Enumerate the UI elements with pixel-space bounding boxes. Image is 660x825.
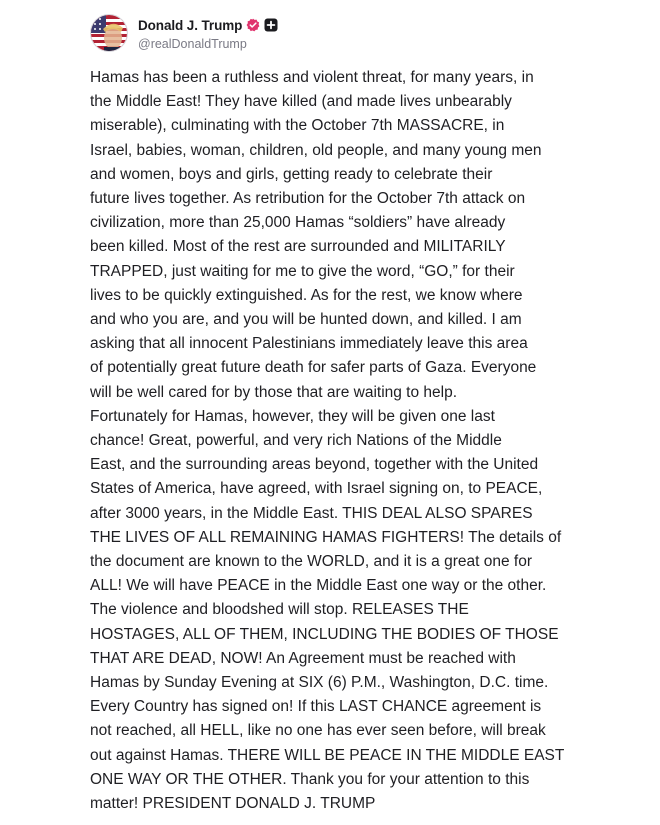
author-handle[interactable]: @realDonaldTrump — [138, 36, 247, 51]
post-line: TRAPPED, just waiting for me to give the word, “GO,” for their — [90, 262, 515, 280]
post-line: matter! PRESIDENT DONALD J. TRUMP — [90, 795, 376, 813]
post-line: will be well cared for by those that are waiting to help. — [90, 383, 458, 401]
post-line: The violence and bloodshed will stop. RELEASES THE — [90, 601, 469, 619]
post-line: and women, boys and girls, getting ready to celebrate their — [90, 165, 493, 183]
avatar[interactable] — [90, 14, 128, 52]
post-line: Israel, babies, woman, children, old people, and many young men — [90, 141, 542, 159]
post-line: lives to be quickly extinguished. As for the rest, we know where — [90, 286, 523, 304]
post-line: ALL! We will have PEACE in the Middle East one way or the other. — [90, 577, 547, 595]
author-display-name[interactable]: Donald J. Trump — [138, 17, 243, 33]
post-line: after 3000 years, in the Middle East. THIS DEAL ALSO SPARES — [90, 504, 533, 522]
post-line: Hamas has been a ruthless and violent threat, for many years, in — [90, 69, 534, 86]
post-line: and who you are, and you will be hunted down, and killed. I am — [90, 311, 522, 329]
post-line: been killed. Most of the rest are surrounded and MILITARILY — [90, 238, 506, 256]
post-line: THE LIVES OF ALL REMAINING HAMAS FIGHTERS! The details of — [90, 528, 562, 546]
post-line: THAT ARE DEAD, NOW! An Agreement must be reached with — [90, 649, 516, 667]
post-line: of potentially great future death for safer parts of Gaza. Everyone — [90, 359, 537, 377]
post-line: civilization, more than 25,000 Hamas “soldiers” have already — [90, 214, 506, 232]
post-line: Fortunately for Hamas, however, they will be given one last — [90, 407, 495, 425]
post-line: East, and the surrounding areas beyond, together with the United — [90, 456, 539, 474]
post-line: chance! Great, powerful, and very rich Nations of the Middle — [90, 432, 502, 450]
post-line: miserable), culminating with the October 7th MASSACRE, in — [90, 117, 505, 135]
post-line: the Middle East! They have killed (and made lives unbearably — [90, 93, 512, 111]
post-line: the document are known to the WORLD, and it is a great one for — [90, 553, 532, 571]
post-line: HOSTAGES, ALL OF THEM, INCLUDING THE BODIES OF THOSE — [90, 625, 559, 643]
post-body — [90, 66, 565, 816]
plus-badge-icon — [264, 18, 278, 32]
post-line: future lives together. As retribution for the October 7th attack on — [90, 190, 526, 208]
author-name-row — [138, 16, 278, 35]
post-line: Every Country has signed on! If this LAST CHANCE agreement is — [90, 698, 542, 716]
verified-badge-icon — [246, 18, 260, 32]
post-line: out against Hamas. THERE WILL BE PEACE IN THE MIDDLE EAST — [90, 746, 565, 764]
post-line: not reached, all HELL, like no one has ever seen before, will break — [90, 722, 546, 740]
post-line: States of America, have agreed, with Israel signing on, to PEACE, — [90, 480, 543, 498]
post-line: ONE WAY OR THE OTHER. Thank you for your attention to this — [90, 770, 530, 788]
post-line: Hamas by Sunday Evening at SIX (6) P.M., Washington, D.C. time. — [90, 674, 549, 692]
post-line: asking that all innocent Palestinians immediately leave this area — [90, 335, 528, 353]
author-block — [138, 16, 278, 51]
avatar-flag-icon — [91, 15, 127, 51]
post-header — [90, 13, 278, 53]
